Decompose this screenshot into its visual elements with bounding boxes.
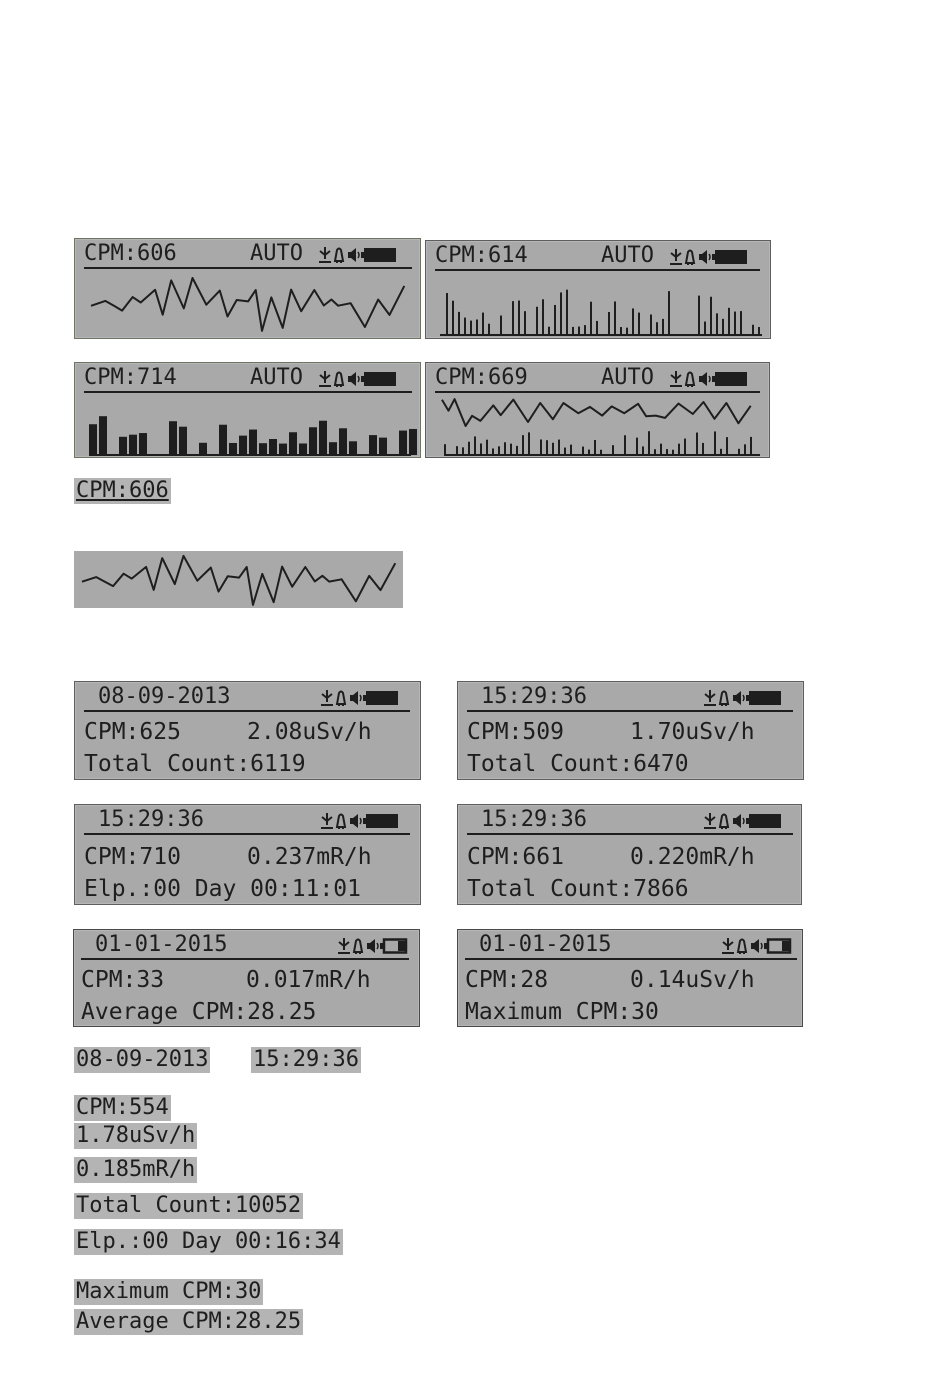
legend-total-count: Total Count:10052: [76, 1193, 302, 1218]
cpm-bar: [476, 319, 478, 335]
battery-icon: [361, 371, 397, 387]
cpm-bar: [722, 319, 724, 335]
legend-cpm: CPM:554: [76, 1095, 169, 1120]
cpm-bar: [596, 321, 598, 335]
cpm-bar: [462, 447, 464, 455]
cpm-bar: [329, 442, 337, 455]
alarm-icon: [352, 937, 364, 955]
antenna-icon: [703, 689, 717, 707]
graph-screen-bars-wide: [74, 362, 421, 458]
dose-rate: 1.70uSv/h: [630, 719, 755, 745]
cpm-bar: [660, 444, 662, 455]
cpm-bar: [752, 325, 754, 335]
cpm-line-graph: [75, 269, 420, 339]
cpm-bar: [608, 312, 610, 335]
cpm-bar: [480, 443, 482, 455]
cpm-bar: [309, 427, 317, 455]
cpm-bar: [522, 435, 524, 455]
cpm-bar: [726, 437, 728, 455]
cpm-reading: CPM:606: [84, 241, 177, 266]
alarm-icon: [718, 689, 730, 707]
speaker-icon: [346, 370, 360, 388]
antenna-icon: [669, 248, 683, 266]
alarm-icon: [684, 370, 696, 388]
cpm-bar: [728, 308, 730, 335]
alarm-icon: [333, 370, 345, 388]
cpm-bar: [269, 439, 277, 455]
cpm-bar: [524, 311, 526, 335]
cpm-bar: [249, 430, 257, 455]
cpm-bar: [744, 444, 746, 455]
cpm-bar: [464, 318, 466, 335]
sample-cpm-line-graph: [74, 551, 403, 608]
graph-screen-combined: [425, 362, 770, 458]
speaker-icon: [731, 689, 745, 707]
dose-rate: 2.08uSv/h: [247, 719, 372, 745]
cpm-bar: [229, 443, 237, 455]
cpm-bar: [636, 438, 638, 455]
status-icons: [669, 247, 748, 267]
cpm-bar: [584, 325, 586, 335]
status-icons: [721, 936, 792, 956]
header-date: 08-09-2013: [98, 684, 231, 709]
cpm-bar: [564, 448, 566, 455]
cpm-reading: CPM:710: [84, 844, 181, 870]
cpm-bar: [620, 327, 622, 335]
speaker-icon: [697, 248, 711, 266]
screen-header: [84, 241, 412, 269]
cpm-bar: [714, 431, 716, 455]
legend-mr: 0.185mR/h: [76, 1157, 196, 1182]
header-date: 01-01-2015: [95, 932, 228, 957]
battery-low-icon: [764, 938, 792, 954]
screen-header: [81, 932, 409, 960]
cpm-bar: [339, 428, 347, 455]
cpm-bar: [594, 440, 596, 455]
alarm-icon: [335, 812, 347, 830]
cpm-bar: [570, 445, 572, 455]
cpm-bar: [474, 436, 476, 455]
screen-header: [465, 932, 797, 960]
cpm-bar: [510, 444, 512, 455]
info-line: Total Count:6119: [84, 751, 306, 777]
cpm-bar: [169, 421, 177, 455]
cpm-bar: [279, 444, 287, 455]
cpm-trace-line: [91, 278, 404, 331]
cpm-bar: [662, 319, 664, 335]
speaker-icon: [348, 689, 362, 707]
battery-icon: [363, 690, 399, 706]
battery-icon: [746, 813, 782, 829]
cpm-reading: CPM:33: [81, 967, 165, 993]
antenna-icon: [318, 370, 332, 388]
cpm-bar: [698, 296, 700, 335]
cpm-bar: [624, 435, 626, 455]
cpm-bar: [560, 292, 562, 335]
cpm-bar: [668, 291, 670, 335]
cpm-bar: [444, 444, 446, 455]
cpm-reading: CPM:625: [84, 719, 181, 745]
cpm-bar: [482, 313, 484, 335]
cpm-bar: [349, 441, 357, 455]
screen-header: [467, 807, 793, 835]
cpm-bar: [259, 443, 267, 455]
screen-header: [435, 365, 760, 393]
sample-cpm-chip: CPM:606: [76, 478, 169, 503]
speaker-icon: [749, 937, 763, 955]
graph-screen-line: [74, 238, 421, 339]
status-icons: [337, 936, 408, 956]
cpm-bar-graph-thin: [426, 271, 770, 339]
alarm-icon: [736, 937, 748, 955]
cpm-bar: [758, 327, 760, 335]
cpm-bar: [219, 425, 227, 455]
cpm-bar: [696, 433, 698, 455]
cpm-bar: [470, 321, 472, 335]
antenna-icon: [669, 370, 683, 388]
battery-low-icon: [380, 938, 408, 954]
header-time: 15:29:36: [98, 807, 204, 832]
status-icons: [669, 369, 748, 389]
screen-header: [467, 684, 793, 712]
dose-rate: 0.237mR/h: [247, 844, 372, 870]
cpm-bar: [632, 308, 634, 335]
cpm-bar: [179, 427, 187, 455]
header-time: 15:29:36: [481, 684, 587, 709]
cpm-bar: [684, 439, 686, 455]
cpm-bar: [734, 312, 736, 335]
cpm-bar: [626, 328, 628, 335]
cpm-bar: [648, 431, 650, 455]
status-icons: [318, 369, 397, 389]
cpm-bar: [642, 446, 644, 455]
info-line: Maximum CPM:30: [465, 999, 659, 1025]
battery-icon: [363, 813, 399, 829]
cpm-bar: [548, 327, 550, 335]
speaker-icon: [731, 812, 745, 830]
cpm-reading: CPM:669: [435, 365, 528, 390]
cpm-bar: [488, 324, 490, 335]
sample-line-graph: [74, 551, 403, 608]
cpm-bar: [516, 446, 518, 455]
cpm-bar: [468, 442, 470, 455]
cpm-bar: [452, 301, 454, 335]
cpm-bar: [702, 443, 704, 455]
cpm-bar: [528, 432, 530, 455]
text-screen-date-usv: [74, 681, 421, 780]
cpm-bar: [239, 436, 247, 455]
cpm-bar: [409, 429, 417, 455]
cpm-bar: [89, 424, 97, 455]
cpm-bar: [710, 297, 712, 335]
header-time: 15:29:36: [481, 807, 587, 832]
cpm-bar: [578, 327, 580, 335]
battery-icon: [712, 249, 748, 265]
header-date: 01-01-2015: [479, 932, 612, 957]
cpm-bar: [456, 446, 458, 455]
cpm-bar: [582, 447, 584, 455]
text-screen-time-usv: [457, 681, 804, 780]
cpm-reading: CPM:509: [467, 719, 564, 745]
speaker-icon: [697, 370, 711, 388]
cpm-reading: CPM:714: [84, 365, 177, 390]
legend-elapsed: Elp.:00 Day 00:16:34: [76, 1229, 341, 1254]
dose-rate: 0.220mR/h: [630, 844, 755, 870]
cpm-bar: [289, 432, 297, 455]
cpm-bar: [716, 313, 718, 335]
status-icons: [320, 811, 399, 831]
cpm-bar: [566, 290, 568, 335]
cpm-trace-line: [442, 399, 751, 426]
cpm-bar: [638, 313, 640, 335]
battery-icon: [712, 371, 748, 387]
cpm-bar: [750, 437, 752, 455]
cpm-bar: [446, 293, 448, 335]
cpm-reading: CPM:661: [467, 844, 564, 870]
cpm-bar: [486, 440, 488, 455]
dose-rate: 0.017mR/h: [246, 967, 371, 993]
alarm-icon: [333, 246, 345, 264]
status-icons: [703, 688, 782, 708]
cpm-bar: [656, 322, 658, 335]
cpm-bar: [119, 437, 127, 455]
cpm-bar: [542, 299, 544, 335]
cpm-reading: CPM:614: [435, 243, 528, 268]
cpm-reading: CPM:28: [465, 967, 549, 993]
cpm-bar: [99, 416, 107, 455]
speaker-icon: [348, 812, 362, 830]
cpm-bar: [546, 440, 548, 455]
info-line: Total Count:6470: [467, 751, 689, 777]
cpm-bar: [612, 445, 614, 455]
cpm-bar: [500, 316, 502, 335]
mode-label: AUTO: [601, 365, 654, 390]
cpm-bar: [139, 433, 147, 455]
legend-maximum-cpm: Maximum CPM:30: [76, 1279, 262, 1304]
mode-label: AUTO: [601, 243, 654, 268]
screen-header: [84, 807, 410, 835]
cpm-bar: [319, 421, 327, 455]
cpm-bar: [704, 322, 706, 335]
text-screen-average: [73, 929, 420, 1027]
cpm-bar: [540, 439, 542, 455]
legend-average-cpm: Average CPM:28.25: [76, 1309, 302, 1334]
cpm-trace-line: [82, 556, 395, 605]
cpm-bar: [369, 435, 377, 455]
cpm-bar: [498, 446, 500, 455]
antenna-icon: [320, 812, 334, 830]
text-screen-maximum: [457, 929, 803, 1027]
cpm-bar: [379, 438, 387, 455]
info-line: Total Count:7866: [467, 876, 689, 902]
text-screen-time-mr-total: [457, 804, 802, 905]
cpm-bar: [512, 301, 514, 335]
screen-header: [435, 243, 760, 271]
antenna-icon: [320, 689, 334, 707]
legend-time: 15:29:36: [253, 1047, 359, 1072]
cpm-bar: [614, 301, 616, 335]
mode-label: AUTO: [250, 365, 303, 390]
cpm-bar: [129, 435, 137, 455]
battery-icon: [746, 690, 782, 706]
graph-screen-bars-thin: [425, 240, 771, 339]
cpm-bar: [299, 443, 307, 455]
screen-header: [84, 684, 410, 712]
cpm-bar: [740, 311, 742, 335]
cpm-bar: [558, 440, 560, 455]
legend-usv: 1.78uSv/h: [76, 1123, 196, 1148]
screen-header: [84, 365, 412, 393]
cpm-bar: [458, 312, 460, 335]
battery-icon: [361, 247, 397, 263]
speaker-icon: [365, 937, 379, 955]
mode-label: AUTO: [250, 241, 303, 266]
cpm-bar: [572, 327, 574, 335]
info-line: Average CPM:28.25: [81, 999, 317, 1025]
alarm-icon: [684, 248, 696, 266]
antenna-icon: [337, 937, 351, 955]
cpm-bar: [399, 431, 407, 455]
cpm-bar: [552, 443, 554, 455]
status-icons: [320, 688, 399, 708]
dose-rate: 0.14uSv/h: [630, 967, 755, 993]
alarm-icon: [335, 689, 347, 707]
cpm-bar: [650, 315, 652, 335]
status-icons: [318, 245, 397, 265]
legend-date: 08-09-2013: [76, 1047, 209, 1072]
cpm-bar: [678, 444, 680, 455]
speaker-icon: [346, 246, 360, 264]
cpm-bar: [199, 443, 207, 455]
cpm-bar-graph-wide: [75, 393, 420, 458]
antenna-icon: [721, 937, 735, 955]
cpm-combined-graph: [426, 393, 769, 458]
cpm-bar: [554, 305, 556, 335]
cpm-bar: [590, 302, 592, 335]
cpm-bar: [518, 301, 520, 335]
status-icons: [703, 811, 782, 831]
text-screen-time-mr-elapsed: [74, 804, 421, 905]
antenna-icon: [703, 812, 717, 830]
cpm-bar: [536, 307, 538, 335]
cpm-bar: [504, 442, 506, 455]
info-line: Elp.:00 Day 00:11:01: [84, 876, 361, 902]
alarm-icon: [718, 812, 730, 830]
antenna-icon: [318, 246, 332, 264]
